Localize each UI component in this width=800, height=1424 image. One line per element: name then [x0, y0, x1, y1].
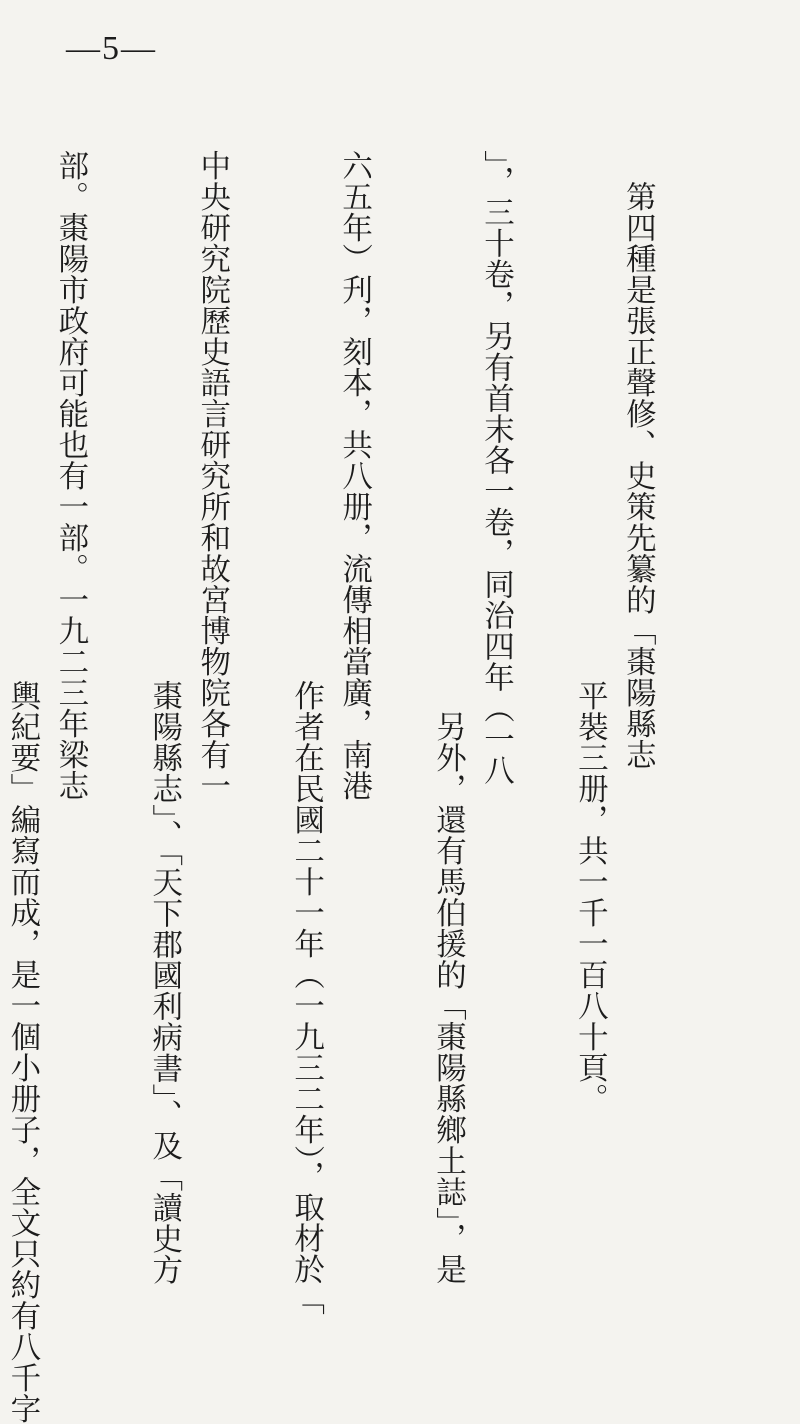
text-block-bottom: [0, 680, 708, 1424]
text-column: 作者在民國二十一年（一九三二年），取材於「: [288, 680, 324, 1316]
text-column: 另外，還有馬伯援的「棗陽縣鄉土誌」，是: [430, 680, 466, 1285]
text-block-top: [0, 150, 756, 801]
text-column: 」，三十卷，另有首末各一卷，同治四年（一八: [478, 150, 514, 786]
text-column: 第四種是張正聲修、史策先纂的「棗陽縣志: [620, 150, 656, 770]
text-column: 中央研究院歷史語言研究所和故宮博物院各有一: [194, 150, 230, 801]
text-column: 六五年）刋，刻本，共八册，流傳相當廣，南港: [336, 150, 372, 801]
text-column: 平裝三册，共一千一百八十頁。: [572, 680, 608, 1114]
text-column: 棗陽縣志」、「天下郡國利病書」、及「讀史方: [146, 680, 182, 1286]
text-column: 部。棗陽市政府可能也有一部。一九二三年梁志: [52, 150, 88, 801]
page-number: —5—: [66, 30, 157, 67]
text-column: 輿紀要」編寫而成，是一個小册子，全文只約有八千字: [4, 680, 40, 1424]
